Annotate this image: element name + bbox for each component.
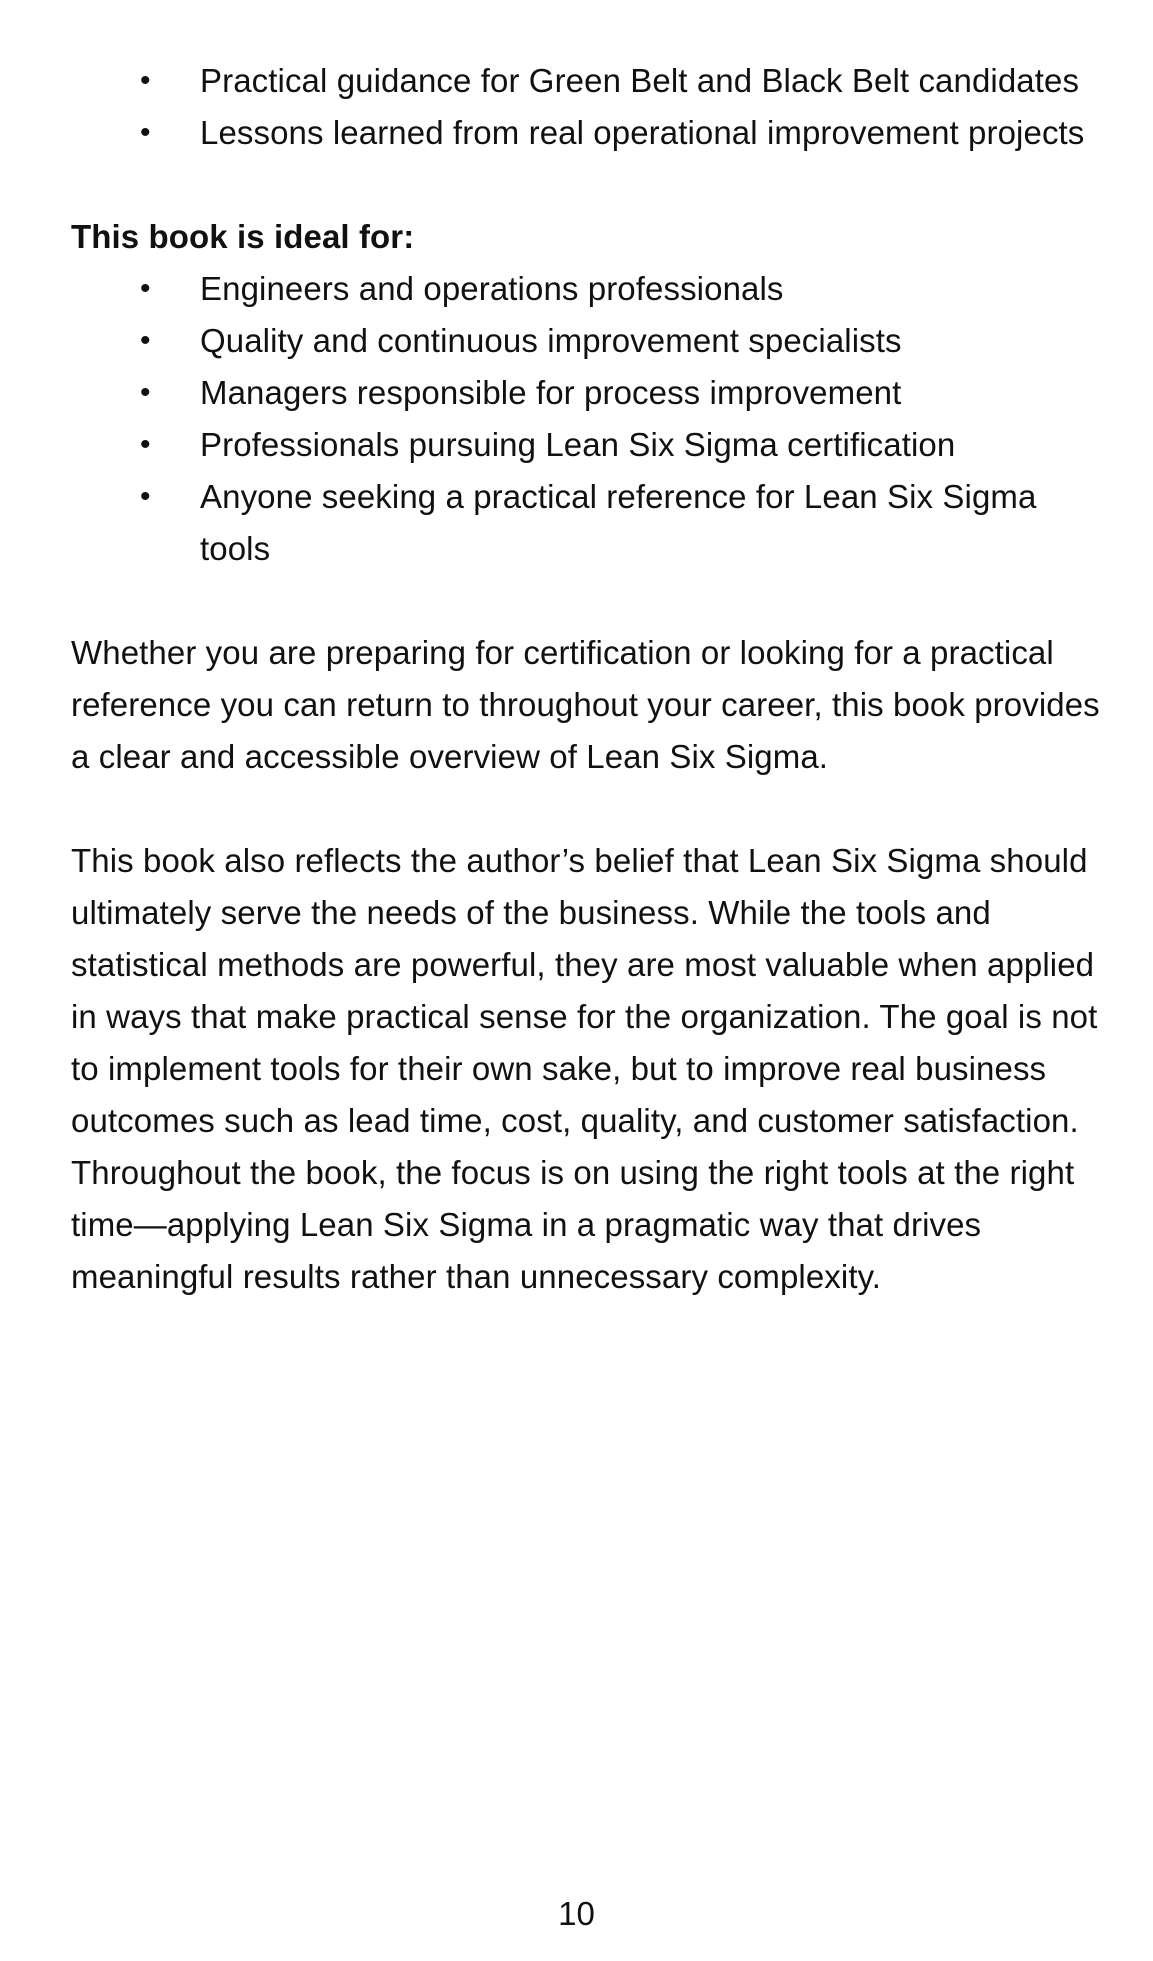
intro-bullet-list — [71, 55, 1111, 159]
list-item-text: Professionals pursuing Lean Six Sigma certification — [200, 426, 956, 463]
bullet-icon: • — [140, 428, 151, 461]
page-number: 10 — [558, 1895, 595, 1932]
list-item-text: Managers responsible for process improvement — [200, 374, 902, 411]
ideal-for-bullet-list — [71, 263, 1111, 575]
list-item-text: Practical guidance for Green Belt and Black Belt candidates — [200, 62, 1080, 99]
list-item-text: Lessons learned from real operational improvement projects — [200, 114, 1085, 151]
list-item-text: Anyone seeking a practical reference for Lean Six Sigma tools — [200, 478, 1037, 567]
ideal-for-heading: This book is ideal for: — [71, 218, 415, 255]
bullet-icon: • — [140, 272, 151, 305]
bullet-icon: • — [140, 116, 151, 149]
bullet-icon: • — [140, 324, 151, 357]
body-paragraph: Whether you are preparing for certification or looking for a practical reference you can return to throughout your career, this book provides a clear and accessible overview of Lean Six Sigma. — [71, 634, 1100, 775]
list-item — [71, 419, 1111, 471]
list-item — [71, 107, 1111, 159]
list-item-text: Quality and continuous improvement specialists — [200, 322, 902, 359]
list-item — [71, 471, 1111, 575]
list-item — [71, 315, 1111, 367]
list-item — [71, 367, 1111, 419]
body-paragraph: This book also reflects the author’s belief that Lean Six Sigma should ultimately serve the needs of the business. While the tools and statistical methods are powerful, they are most valuable when applied in ways that make practical sense for the organization. The goal is not to implement tools for their own sake, but to improve real business outcomes such as lead time, cost, quality, and customer satisfaction. Throughout the book, the focus is on using the right tools at the right time—applying Lean Six Sigma in a pragmatic way that drives meaningful results rather than unnecessary complexity. — [71, 842, 1098, 1295]
bullet-icon: • — [140, 376, 151, 409]
list-item — [71, 263, 1111, 315]
bullet-icon: • — [140, 480, 151, 513]
list-item — [71, 55, 1111, 107]
bullet-icon: • — [140, 64, 151, 97]
page-content — [71, 55, 1111, 1303]
list-item-text: Engineers and operations professionals — [200, 270, 784, 307]
